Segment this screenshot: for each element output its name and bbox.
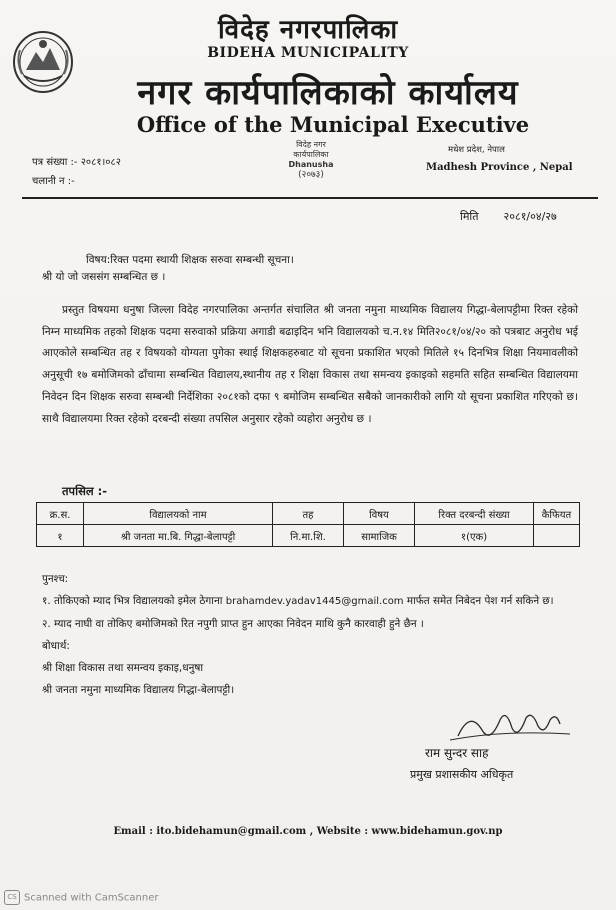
footer-contact: Email : ito.bidehamun@gmail.com , Website : www.bidehamun.gov.np (113, 826, 503, 837)
table-cell: १ (37, 525, 84, 547)
scanner-watermark (4, 890, 159, 905)
table-header-cell: रिक्त दरबन्दी संख्या (415, 503, 534, 525)
scanner-label: Scanned with CamScanner (24, 892, 159, 904)
table-header-cell: विद्यालयको नाम (84, 503, 273, 525)
table-row (37, 525, 580, 547)
table-header-cell: विषय (344, 503, 415, 525)
note-item (42, 590, 582, 613)
notes-section (42, 568, 582, 701)
table-cell: सामाजिक (344, 525, 415, 547)
cc-item: श्री शिक्षा विकास तथा समन्वय इकाइ,धनुषा (42, 662, 204, 674)
table-cell: १(एक) (415, 525, 534, 547)
postscript-label: पुनश्च: (42, 573, 69, 585)
table-cell: श्री जनता मा.बि. गिद्धा-बेलापट्टी (84, 525, 273, 547)
letter-greeting: श्री यो जो जससंग सम्बन्धित छ । (42, 271, 166, 283)
province-nepali: मधेश प्रदेश, नेपाल (448, 145, 505, 155)
office-name-english: Office of the Municipal Executive (136, 112, 530, 137)
table-header-cell: कैफियत (534, 503, 580, 525)
cc-label: बोधार्थ: (42, 640, 70, 652)
table-cell: नि.मा.शि. (273, 525, 344, 547)
note-text: १. तोकिएको म्याद भित्र विद्यालयको इमेल ठेगाना (42, 595, 223, 607)
header-divider (22, 197, 598, 199)
stamp-line: कार्यपालिका (293, 150, 329, 159)
table-header-cell: क्र.स. (37, 503, 84, 525)
letter-body-text: प्रस्तुत विषयमा धनुषा जिल्ला विदेह नगरपालिका अन्तर्गत संचालित श्री जनता नमुना माध्यमिक विद्यालय गिद्धा-बेलापट्टीमा रिक्त रहेको निम्न माध्यमिक तहको शिक्षक पदमा सरुवाको प्रक्रिया अगाडी बढाइदिन भनि विद्यालयको च.न.१४ मिति२०८१/०४/२० को पत्रबाट अनुरोध भई आएकोले सम्बन्धित तह र विषयको योग्यता पुगेका स्थाई शिक्षकहरुबाट यो सूचना प्रकाशित भएको मितिले १५ दिनभित्र शिक्षा नियमावलीको अनुसूची १७ बमोजिमको ढाँचामा सम्बन्धित विद्यालय,स्थानीय तह र शिक्षा विकास तथा समन्वय इकाइको सहमति सहित सम्बन्धित विद्यालयमा निवेदन दिन शिक्षक सरुवा सम्बन्धी निर्देशिका २०८१को दफा ९ बमोजिम सम्बन्धित सबैको जानकारीको लागि यो सूचना प्रकाशित गरिएको छ। साथै विद्यालयमा रिक्त रहेको दरबन्दी संख्या तपसिल अनुसार रहेको व्यहोरा अनुरोध छ । (42, 304, 578, 425)
letter-body (42, 300, 578, 430)
municipality-name-nepali: विदेह नगरपालिका (217, 15, 399, 45)
signatory-name: राम सुन्दर साह (425, 746, 489, 760)
note-item: २. म्याद नाघी वा तोकिए बमोजिमको रित नपुगी प्राप्त हुन आएका निवेदन माथि कुनै कारवाही हुने छैन । (42, 618, 424, 630)
table-header-row (37, 503, 580, 525)
handwritten-signature (410, 700, 580, 750)
municipality-name-english: BIDEHA MUNICIPALITY (207, 45, 409, 61)
table-header-cell: तह (273, 503, 344, 525)
date-value: २०८१/०४/२७ (503, 210, 557, 223)
note-text: मार्फत समेत निबेदन पेश गर्न सकिने छ। (406, 595, 554, 607)
date-label: मिति (460, 210, 479, 223)
office-stamp (272, 140, 350, 180)
stamp-line: विदेह नगर (296, 140, 326, 149)
table-cell (534, 525, 580, 547)
letter-date (460, 209, 557, 224)
email-address: brahamdev.yadav1445@gmail.com (225, 596, 404, 607)
province-english: Madhesh Province , Nepal (426, 162, 573, 173)
signatory-title: प्रमुख प्रशासकीय अधिकृत (410, 768, 514, 781)
office-name-nepali: नगर कार्यपालिकाको कार्यालय (137, 73, 519, 113)
vacancy-table (36, 502, 580, 547)
cc-item: श्री जनता नमुना माध्यमिक विद्यालय गिद्धा-बेलापट्टी। (42, 684, 235, 696)
table-heading: तपसिल :- (62, 484, 108, 498)
stamp-line: Dhanusha (288, 160, 334, 169)
dispatch-number: चलानी न :- (32, 176, 75, 187)
reference-number: पत्र संख्या :- २०८१।०८२ (32, 157, 121, 168)
letter-subject: विषय:रिक्त पदमा स्थायी शिक्षक सरुवा सम्बन्धी सूचना। (86, 254, 294, 266)
camscanner-icon: CS (4, 890, 20, 905)
stamp-line: (२०७३) (298, 170, 324, 180)
